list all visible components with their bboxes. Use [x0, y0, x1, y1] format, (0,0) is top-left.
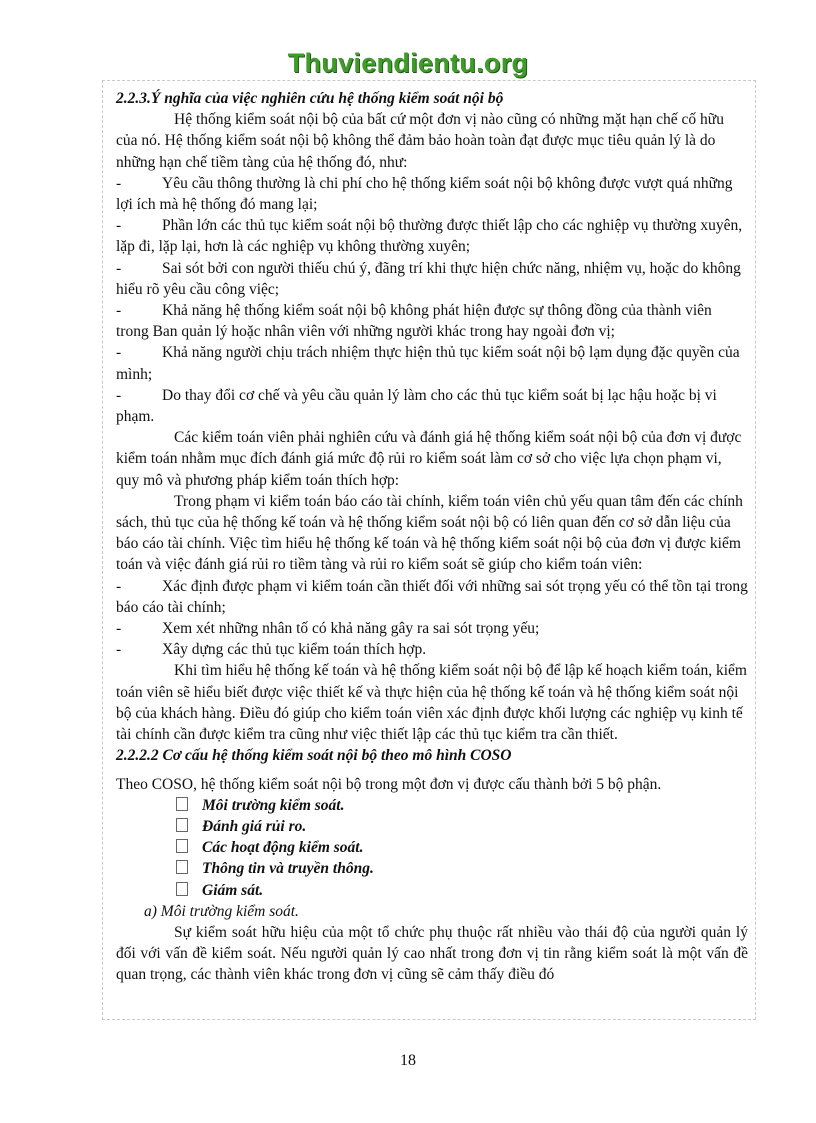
- page-number: 18: [400, 1052, 416, 1069]
- coso-component-item: [116, 880, 748, 901]
- coso-component-text: Giám sát.: [202, 881, 264, 899]
- checkbox-bullet-icon: [176, 797, 188, 811]
- paragraph-scope: Trong phạm vi kiểm toán báo cáo tài chính, kiểm toán viên chủ yếu quan tâm đến các chính sách, thủ tục của hệ thống kế toán và hệ thống kiểm soát nội bộ có liên quan đến cơ sở dẫn liệu của báo cáo tài chính. Việc tìm hiểu hệ thống kế toán và hệ thống kiểm soát nội bộ của đơn vị được kiểm toán và việc đánh giá rủi ro tiềm tàng và rủi ro kiểm soát sẽ giúp cho kiểm toán viên:: [116, 492, 743, 574]
- site-logo: Thuviendientu.org: [287, 48, 529, 78]
- coso-component-text: Các hoạt động kiểm soát.: [202, 839, 364, 857]
- checkbox-bullet-icon: [176, 839, 188, 853]
- list-item-benefit: [116, 639, 748, 660]
- dash-marker: -: [116, 620, 122, 638]
- list-item-text: Do thay đổi cơ chế và yêu cầu quản lý làm cho các thủ tục kiểm soát bị lạc hậu hoặc bị vi phạm.: [116, 386, 717, 426]
- list-item-limitation: [116, 258, 748, 300]
- list-item-text: Xem xét những nhân tố có khả năng gây ra sai sót trọng yếu;: [162, 620, 540, 638]
- coso-component-text: Môi trường kiểm soát.: [202, 796, 345, 814]
- coso-component-text: Thông tin và truyền thông.: [202, 860, 374, 878]
- list-item-text: Yêu cầu thông thường là chi phí cho hệ thống kiểm soát nội bộ không được vượt quá những lợi ích mà hệ thống đó mang lại;: [116, 174, 733, 214]
- dash-marker: -: [116, 259, 122, 277]
- dash-marker: -: [116, 217, 122, 235]
- coso-component-item: [116, 795, 748, 816]
- dash-marker: -: [116, 302, 122, 320]
- list-item-text: Phần lớn các thủ tục kiểm soát nội bộ thường được thiết lập cho các nghiệp vụ thường xuyên, lặp đi, lặp lại, hơn là các nghiệp vụ không thường xuyên;: [116, 217, 743, 256]
- coso-component-item: [116, 816, 748, 837]
- page-content: [116, 88, 748, 986]
- paragraph-auditors: Các kiểm toán viên phải nghiên cứu và đánh giá hệ thống kiểm soát nội bộ của đơn vị được kiểm toán nhằm mục đích đánh giá mức độ rủi ro kiểm soát làm cơ sở cho việc lựa chọn phạm vi, quy mô và phương pháp kiểm toán thích hợp:: [116, 429, 742, 489]
- dash-marker: -: [116, 344, 122, 362]
- coso-component-item: [116, 837, 748, 858]
- coso-component-item: [116, 858, 748, 879]
- list-item-text: Khả năng hệ thống kiểm soát nội bộ không phát hiện được sự thông đồng của thành viên trong Ban quản lý hoặc nhân viên với những người khác trong hay ngoài đơn vị;: [116, 302, 712, 341]
- list-item-text: Xây dựng các thủ tục kiểm toán thích hợp.: [162, 641, 427, 659]
- dash-marker: -: [116, 577, 122, 595]
- dash-marker: -: [116, 174, 122, 192]
- list-item-text: Xác định được phạm vi kiểm toán cần thiết đối với những sai sót trọng yếu có thể tồn tại trong báo cáo tài chính;: [116, 577, 748, 616]
- list-item-text: Sai sót bởi con người thiếu chú ý, đãng trí khi thực hiện chức năng, nhiệm vụ, hoặc do không hiểu rõ yêu cầu công việc;: [116, 259, 741, 298]
- checkbox-bullet-icon: [176, 882, 188, 896]
- dash-marker: -: [116, 386, 122, 404]
- list-item-benefit: [116, 618, 748, 639]
- list-item-text: Khả năng người chịu trách nhiệm thực hiện thủ tục kiểm soát nội bộ lạm dụng đặc quyền của mình;: [116, 344, 740, 383]
- dash-marker: -: [116, 641, 122, 659]
- checkbox-bullet-icon: [176, 860, 188, 874]
- list-item-limitation: [116, 215, 748, 257]
- paragraph-coso-intro: Theo COSO, hệ thống kiểm soát nội bộ trong một đơn vị được cấu thành bởi 5 bộ phận.: [116, 775, 662, 793]
- coso-component-text: Đánh giá rủi ro.: [202, 817, 307, 835]
- paragraph-intro: Hệ thống kiểm soát nội bộ của bất cứ một đơn vị nào cũng có những mặt hạn chế cố hữu của nó. Hệ thống kiểm soát nội bộ không thể đảm bảo hoàn toàn đạt được mục tiêu quản lý là do những hạn chế tiềm tàng của hệ thống đó, như:: [116, 111, 724, 171]
- section-heading-2-2-2-2: 2.2.2.2 Cơ cấu hệ thống kiểm soát nội bộ theo mô hình COSO: [116, 747, 512, 765]
- list-item-limitation: [116, 300, 748, 342]
- checkbox-bullet-icon: [176, 818, 188, 832]
- list-item-benefit: [116, 576, 748, 618]
- section-heading-2-2-3: 2.2.3.Ý nghĩa của việc nghiên cứu hệ thống kiểm soát nội bộ: [116, 90, 504, 107]
- paragraph-planning: Khi tìm hiểu hệ thống kế toán và hệ thống kiểm soát nội bộ để lập kế hoạch kiểm toán, kiểm toán viên sẽ hiểu biết được việc thiết kế và thực hiện của hệ thống kế toán và hệ thống kiểm soát nội bộ của khách hàng. Điều đó giúp cho kiểm toán viên xác định được khối lượng các nghiệp vụ kinh tế tài chính cần được kiểm tra cũng như việc thiết lập các thủ tục kiểm tra cần thiết.: [116, 662, 747, 744]
- list-item-limitation: [116, 342, 748, 384]
- paragraph-control-environment: Sự kiểm soát hữu hiệu của một tổ chức phụ thuộc rất nhiều vào thái độ của người quản lý đối với vấn đề kiểm soát. Nếu người quản lý cao nhất trong đơn vị tin rằng kiểm soát là một vấn đề quan trọng, các thành viên khác trong đơn vị cũng sẽ cảm thấy điều đó: [116, 923, 748, 984]
- list-item-limitation: [116, 385, 748, 427]
- list-item-limitation: [116, 173, 748, 215]
- subheading-control-environment: a) Môi trường kiểm soát.: [144, 902, 299, 920]
